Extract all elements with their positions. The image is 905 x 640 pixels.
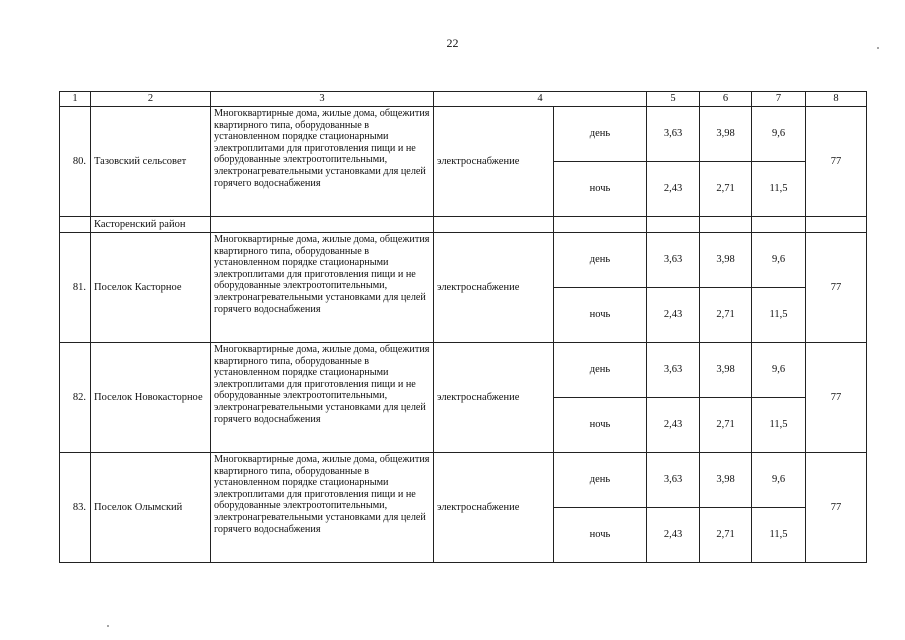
settlement-name: Поселок Олымский <box>91 453 211 563</box>
district-name: Касторенский район <box>91 217 211 233</box>
col8-value: 77 <box>806 453 867 563</box>
night-col7: 11,5 <box>752 508 806 563</box>
day-col5: 3,63 <box>647 343 700 398</box>
table-body <box>60 92 867 563</box>
period-night: ночь <box>554 288 647 343</box>
period-night: ночь <box>554 162 647 217</box>
night-col5: 2,43 <box>647 398 700 453</box>
day-col5: 3,63 <box>647 233 700 288</box>
settlement-name: Поселок Касторное <box>91 233 211 343</box>
header-cell-6: 6 <box>700 92 752 107</box>
row-number: 83. <box>60 453 91 563</box>
table-row <box>60 343 867 398</box>
day-col6: 3,98 <box>700 107 752 162</box>
service-type: электроснабжение <box>434 107 554 217</box>
night-col7: 11,5 <box>752 288 806 343</box>
settlement-name: Поселок Новокасторное <box>91 343 211 453</box>
day-col6: 3,98 <box>700 453 752 508</box>
period-night: ночь <box>554 508 647 563</box>
period-day: день <box>554 107 647 162</box>
header-cell-1: 1 <box>60 92 91 107</box>
col8-value: 77 <box>806 233 867 343</box>
header-cell-7: 7 <box>752 92 806 107</box>
night-col7: 11,5 <box>752 162 806 217</box>
col8-value: 77 <box>806 343 867 453</box>
district-empty-cell <box>60 217 91 233</box>
service-type: электроснабжение <box>434 233 554 343</box>
row-number: 82. <box>60 343 91 453</box>
consumer-category: Многоквартирные дома, жилые дома, общежития квартирного типа, оборудованные в установленном порядке стационарными электроплитами для приготовления пищи и не оборудованные электроотопительными, электронагревательными установками для целей горячего водоснабжения <box>211 107 434 217</box>
period-day: день <box>554 343 647 398</box>
night-col5: 2,43 <box>647 288 700 343</box>
night-col5: 2,43 <box>647 162 700 217</box>
table-row <box>60 107 867 162</box>
day-col6: 3,98 <box>700 233 752 288</box>
period-day: день <box>554 233 647 288</box>
page-number: 22 <box>446 36 459 50</box>
row-number: 81. <box>60 233 91 343</box>
header-cell-3: 3 <box>211 92 434 107</box>
district-empty-cell <box>434 217 554 233</box>
district-empty-cell <box>211 217 434 233</box>
scan-speck <box>107 625 109 627</box>
header-cell-5: 5 <box>647 92 700 107</box>
day-col7: 9,6 <box>752 233 806 288</box>
tariff-table <box>59 91 867 563</box>
settlement-name: Тазовский сельсовет <box>91 107 211 217</box>
district-row <box>60 217 867 233</box>
table-row <box>60 453 867 508</box>
night-col5: 2,43 <box>647 508 700 563</box>
day-col7: 9,6 <box>752 107 806 162</box>
service-type: электроснабжение <box>434 343 554 453</box>
district-empty-cell <box>554 217 647 233</box>
header-cell-8: 8 <box>806 92 867 107</box>
district-empty-cell <box>806 217 867 233</box>
row-number: 80. <box>60 107 91 217</box>
period-night: ночь <box>554 398 647 453</box>
col8-value: 77 <box>806 107 867 217</box>
day-col5: 3,63 <box>647 107 700 162</box>
service-type: электроснабжение <box>434 453 554 563</box>
period-day: день <box>554 453 647 508</box>
scan-speck <box>877 47 879 49</box>
consumer-category: Многоквартирные дома, жилые дома, общежития квартирного типа, оборудованные в установленном порядке стационарными электроплитами для приготовления пищи и не оборудованные электроотопительными, электронагревательными установками для целей горячего водоснабжения <box>211 343 434 453</box>
day-col6: 3,98 <box>700 343 752 398</box>
day-col5: 3,63 <box>647 453 700 508</box>
day-col7: 9,6 <box>752 343 806 398</box>
consumer-category: Многоквартирные дома, жилые дома, общежития квартирного типа, оборудованные в установленном порядке стационарными электроплитами для приготовления пищи и не оборудованные электроотопительными, электронагревательными установками для целей горячего водоснабжения <box>211 233 434 343</box>
night-col7: 11,5 <box>752 398 806 453</box>
district-empty-cell <box>700 217 752 233</box>
consumer-category: Многоквартирные дома, жилые дома, общежития квартирного типа, оборудованные в установленном порядке стационарными электроплитами для приготовления пищи и не оборудованные электроотопительными, электронагревательными установками для целей горячего водоснабжения <box>211 453 434 563</box>
night-col6: 2,71 <box>700 398 752 453</box>
district-empty-cell <box>752 217 806 233</box>
table-row <box>60 233 867 288</box>
header-cell-4: 4 <box>434 92 647 107</box>
night-col6: 2,71 <box>700 288 752 343</box>
night-col6: 2,71 <box>700 162 752 217</box>
night-col6: 2,71 <box>700 508 752 563</box>
district-empty-cell <box>647 217 700 233</box>
header-cell-2: 2 <box>91 92 211 107</box>
day-col7: 9,6 <box>752 453 806 508</box>
header-row <box>60 92 867 107</box>
